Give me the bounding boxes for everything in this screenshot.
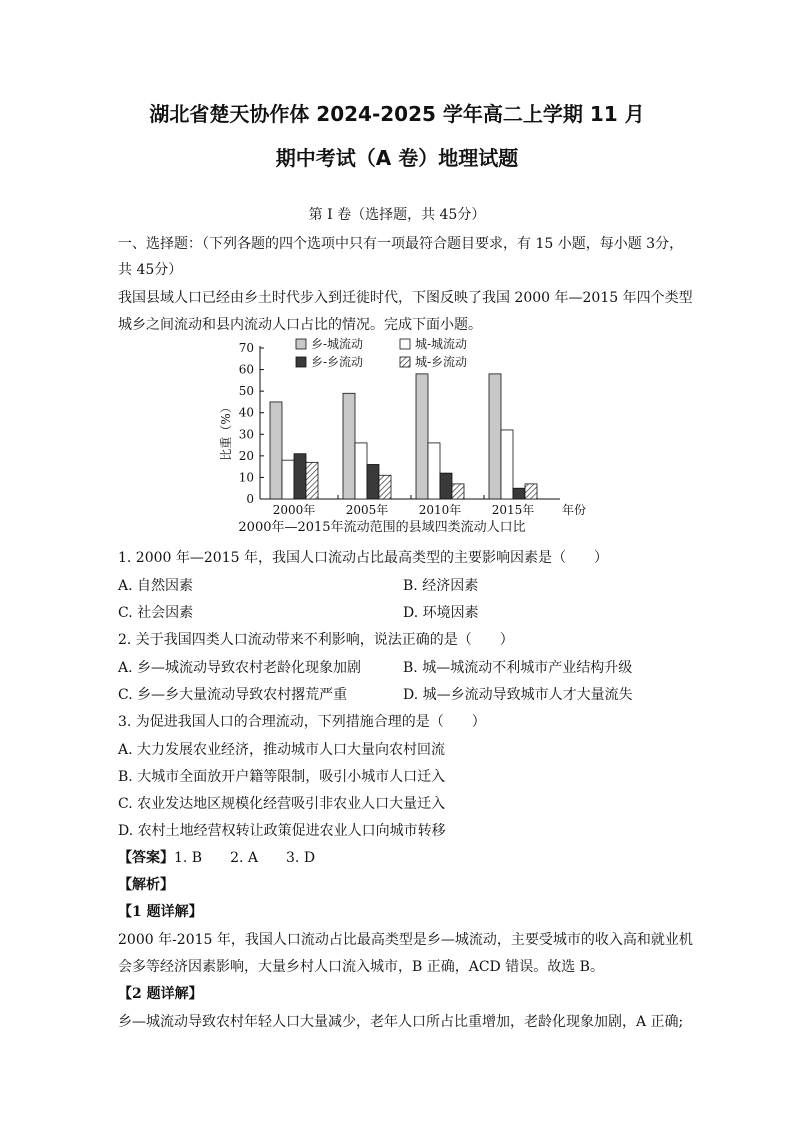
y-tick-label: 60 — [238, 362, 254, 377]
detail1-label: 【1 题详解】 — [118, 904, 203, 920]
bar-3 — [367, 464, 379, 499]
answer-label: 【答案】 — [118, 850, 174, 866]
bar-4 — [452, 484, 464, 499]
y-tick-label: 30 — [238, 427, 254, 442]
detail1-line1: 2000 年-2015 年，我国人口流动占比最高类型是乡—城流动，主要受城市的收入高和就业机 — [118, 932, 693, 948]
q3-option-a: A. 大力发展农业经济，推动城市人口大量向农村回流 — [118, 742, 446, 758]
bar-4 — [306, 462, 318, 499]
x-axis-label: 年份 — [562, 503, 587, 517]
legend-label: 城-城流动 — [415, 337, 468, 351]
instructions-line2: 共 45分） — [118, 262, 183, 278]
y-tick-label: 10 — [238, 470, 254, 485]
q2-option-c: C. 乡—乡大量流动导致农村撂荒严重 — [118, 687, 348, 703]
detail2-line1: 乡—城流动导致农村年轻人口大量减少，老年人口所占比重增加，老龄化现象加剧，A 正确; — [118, 1014, 684, 1030]
q3-option-b: B. 大城市全面放开户籍等限制，吸引小城市人口迁入 — [118, 769, 446, 785]
instructions-line1: 一、选择题：（下列各题的四个选项中只有一项最符合题目要求，有 15 小题，每小题 3分， — [118, 236, 684, 252]
document-title-line1: 湖北省楚天协作体 2024-2025 学年高二上学期 11 月 — [149, 102, 645, 126]
q3-option-d: D. 农村土地经营权转让政策促进农业人口向城市转移 — [118, 823, 446, 839]
detail2-label: 【2 题详解】 — [118, 986, 203, 1002]
y-tick-label: 0 — [246, 492, 254, 506]
bar-1 — [416, 374, 428, 499]
document-title-line2: 期中考试（A 卷）地理试题 — [275, 146, 519, 170]
bar-1 — [270, 402, 282, 499]
legend-label: 城-乡流动 — [415, 355, 468, 369]
bar-1 — [489, 374, 501, 499]
answer-line — [118, 847, 315, 867]
bar-chart — [212, 336, 592, 536]
q2-option-a: A. 乡—城流动导致农村老龄化现象加剧 — [118, 660, 362, 676]
q1-option-b: B. 经济因素 — [403, 578, 479, 594]
q1-option-a: A. 自然因素 — [118, 578, 194, 594]
bar-2 — [501, 430, 513, 499]
bar-2 — [428, 443, 440, 499]
y-tick-label: 50 — [238, 384, 254, 399]
bar-4 — [525, 484, 537, 499]
bar-3 — [440, 473, 452, 499]
bar-2 — [355, 443, 367, 499]
legend-label: 乡-城流动 — [311, 337, 364, 351]
analysis-label: 【解析】 — [118, 877, 174, 893]
y-tick-label: 40 — [238, 405, 254, 420]
bar-1 — [343, 393, 355, 499]
x-tick-label: 2005年 — [345, 503, 389, 517]
q2-option-d: D. 城—乡流动导致城市人才大量流失 — [403, 687, 633, 703]
detail1-line2: 会多等经济因素影响，大量乡村人口流入城市，B 正确，ACD 错误。故选 B。 — [118, 959, 604, 975]
legend-swatch — [296, 357, 306, 367]
q2-option-b: B. 城—城流动不利城市产业结构升级 — [403, 660, 633, 676]
q3-option-c: C. 农业发达地区规模化经营吸引非农业人口大量迁入 — [118, 796, 446, 812]
legend-swatch — [400, 357, 410, 367]
bar-3 — [513, 488, 525, 499]
question-stem-line1: 我国县域人口已经由乡土时代步入到迁徙时代，下图反映了我国 2000 年—2015 年四个类型 — [118, 290, 693, 306]
y-tick-label: 20 — [238, 448, 254, 463]
x-tick-label: 2010年 — [418, 503, 462, 517]
answer-text: 1. B 2. A 3. D — [174, 850, 316, 866]
q3-stem: 3. 为促进我国人口的合理流动，下列措施合理的是（ ） — [118, 714, 486, 730]
x-tick-label: 2000年 — [272, 503, 316, 517]
q1-option-d: D. 环境因素 — [403, 605, 479, 621]
section-title: 第 I 卷（选择题，共 45分） — [308, 207, 486, 223]
bar-2 — [282, 460, 294, 499]
chart-title: 2000年—2015年流动范围的县域四类流动人口比 — [238, 520, 526, 535]
bar-4 — [379, 475, 391, 499]
bar-3 — [294, 454, 306, 499]
chart-ylabel: 比重（%） — [219, 401, 233, 461]
x-tick-label: 2015年 — [491, 503, 535, 517]
question-stem-line2: 城乡之间流动和县内流动人口占比的情况。完成下面小题。 — [118, 317, 482, 333]
q1-option-c: C. 社会因素 — [118, 605, 194, 621]
y-tick-label: 70 — [238, 341, 254, 355]
legend-label: 乡-乡流动 — [311, 355, 364, 369]
q1-stem: 1. 2000 年—2015 年，我国人口流动占比最高类型的主要影响因素是（ ） — [118, 550, 608, 566]
q2-stem: 2. 关于我国四类人口流动带来不利影响，说法正确的是（ ） — [118, 632, 514, 648]
legend-swatch — [400, 339, 410, 349]
legend-swatch — [296, 339, 306, 349]
